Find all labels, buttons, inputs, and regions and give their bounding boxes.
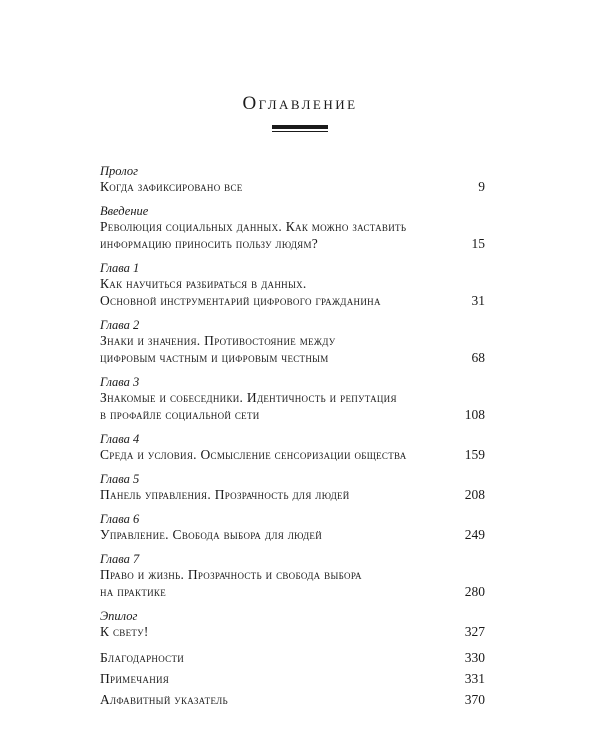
toc-entry-chapter-5[interactable] — [100, 472, 485, 503]
toc-entry-title: Когда зафиксировано все — [100, 179, 243, 194]
toc-entry-page: 68 — [471, 350, 485, 365]
title-rule-thin — [272, 131, 328, 132]
toc-entry-acknowledgements[interactable] — [100, 649, 485, 666]
toc-entry-title: на практике — [100, 584, 167, 599]
toc-entry-title: Примечания — [100, 671, 170, 686]
toc-entry-title: Право и жизнь. Прозрачность и свобода выбора — [100, 567, 362, 582]
toc-entry-page: 108 — [464, 407, 485, 422]
toc-entry-page: 31 — [471, 293, 485, 308]
toc-entry-page: 280 — [464, 584, 485, 599]
page-title: Оглавление — [242, 93, 358, 114]
toc-entry-title: в профайле социальной сети — [100, 407, 260, 422]
toc-entry-title: информацию приносить пользу людям? — [100, 236, 319, 251]
toc-entry-label: Глава 7 — [100, 552, 140, 566]
toc-entry-page: 330 — [464, 650, 485, 665]
toc-entry-chapter-2[interactable] — [100, 318, 485, 366]
toc-entry-title: Знакомые и собеседники. Идентичность и репутация — [100, 390, 397, 405]
toc-entry-label: Введение — [100, 204, 149, 218]
toc-entry-title: Алфавитный указатель — [100, 692, 229, 707]
toc-entry-page: 331 — [464, 671, 485, 686]
toc-entry-label: Пролог — [100, 164, 138, 178]
toc-entry-label: Глава 3 — [100, 375, 140, 389]
toc-entry-label: Глава 6 — [100, 512, 140, 526]
toc-entry-title: Благодарности — [100, 650, 185, 665]
toc-entry-title: К свету! — [100, 624, 149, 639]
toc-entry-title: Как научиться разбираться в данных. — [100, 276, 307, 291]
toc-entry-label: Глава 1 — [100, 261, 140, 275]
toc-entry-index[interactable] — [100, 691, 485, 708]
toc-entry-title: Основной инструментарий цифрового гражданина — [100, 293, 381, 308]
toc-entry-chapter-3[interactable] — [100, 375, 485, 423]
table-of-contents — [100, 164, 485, 712]
toc-entry-introduction[interactable] — [100, 204, 485, 252]
toc-entry-notes[interactable] — [100, 670, 485, 687]
toc-entry-epilogue[interactable] — [100, 609, 485, 640]
toc-entry-page: 208 — [464, 487, 485, 502]
toc-entry-label: Глава 5 — [100, 472, 140, 486]
toc-entry-chapter-4[interactable] — [100, 432, 485, 463]
toc-entry-prologue[interactable] — [100, 164, 485, 195]
title-rule-thick — [272, 125, 328, 129]
toc-entry-chapter-7[interactable] — [100, 552, 485, 600]
toc-entry-page: 370 — [464, 692, 485, 707]
toc-entry-chapter-6[interactable] — [100, 512, 485, 543]
toc-entry-label: Глава 2 — [100, 318, 140, 332]
toc-entry-label: Глава 4 — [100, 432, 140, 446]
toc-entry-title: Управление. Свобода выбора для людей — [100, 527, 323, 542]
toc-entry-title: цифровым частным и цифровым честным — [100, 350, 329, 365]
toc-entry-title: Панель управления. Прозрачность для людей — [100, 487, 350, 502]
toc-entry-page: 15 — [471, 236, 485, 251]
toc-entry-title: Знаки и значения. Противостояние между — [100, 333, 336, 348]
toc-entry-page: 159 — [464, 447, 485, 462]
toc-entry-chapter-1[interactable] — [100, 261, 485, 309]
toc-entry-page: 249 — [464, 527, 485, 542]
title-ornament-rule — [272, 125, 328, 132]
toc-entry-label: Эпилог — [100, 609, 138, 623]
toc-entry-title: Среда и условия. Осмысление сенсоризации общества — [100, 447, 407, 462]
toc-entry-page: 9 — [478, 179, 485, 194]
toc-entry-title: Революция социальных данных. Как можно заставить — [100, 219, 407, 234]
toc-entry-page: 327 — [464, 624, 485, 639]
